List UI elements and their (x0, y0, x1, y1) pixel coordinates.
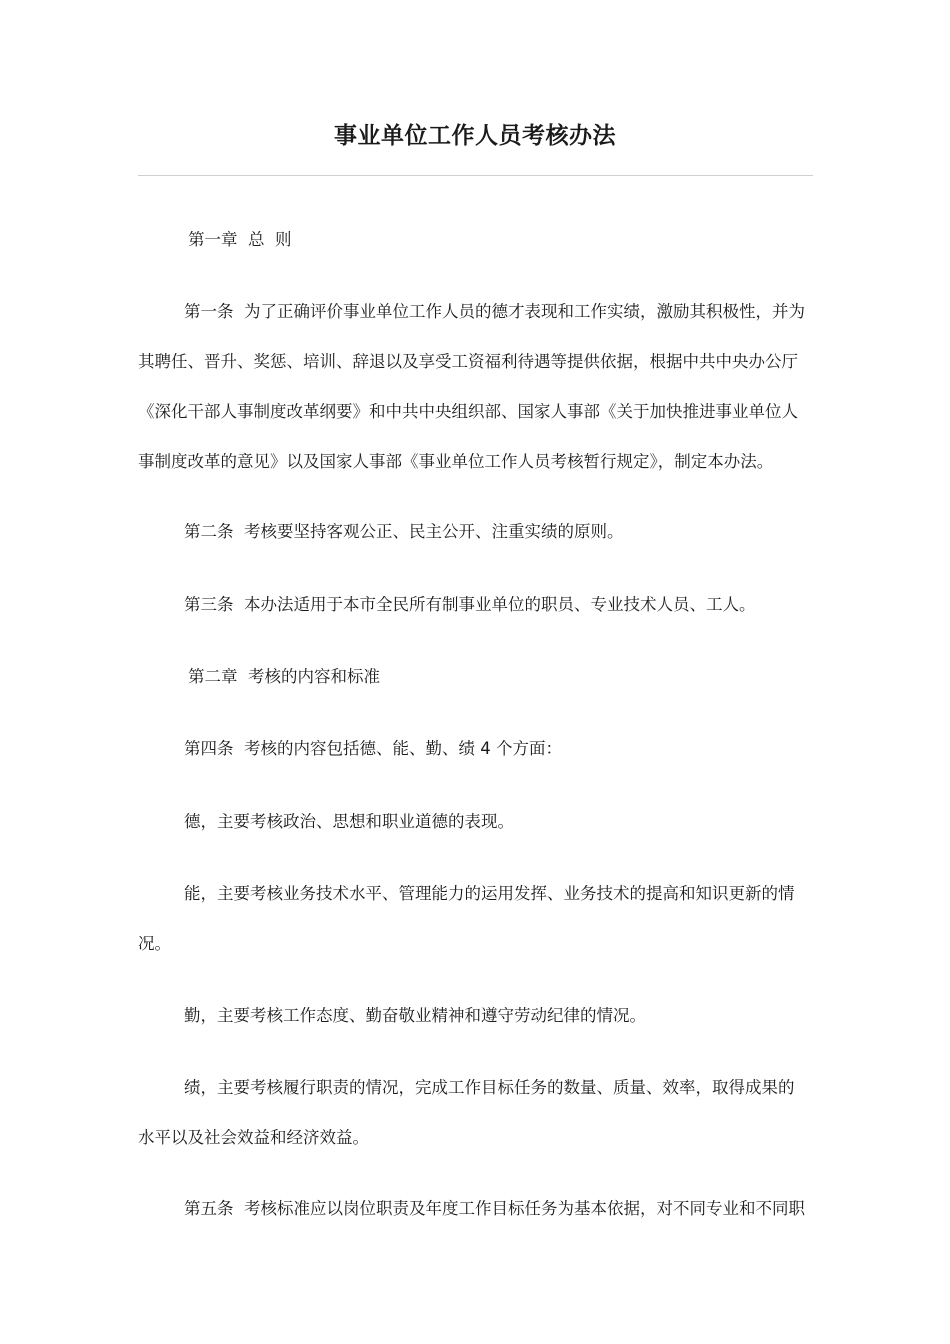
article-3: 第三条 本办法适用于本市全民所有制事业单位的职员、专业技术人员、工人。 (184, 595, 756, 614)
article-2: 第二条 考核要坚持客观公正、民主公开、注重实绩的原则。 (184, 522, 624, 541)
item-ji-line-1: 绩，主要考核履行职责的情况，完成工作目标任务的数量、质量、效率，取得成果的 (184, 1078, 795, 1097)
article-5-line-1: 第五条 考核标准应以岗位职责及年度工作目标任务为基本依据，对不同专业和不同职 (184, 1199, 805, 1218)
article-1-line-4: 事制度改革的意见》以及国家人事部《事业单位工作人员考核暂行规定》，制定本办法。 (138, 452, 774, 471)
title-divider (138, 175, 813, 176)
item-ji-line-2: 水平以及社会效益和经济效益。 (138, 1128, 369, 1147)
chapter-2-heading: 第二章 考核的内容和标准 (188, 667, 380, 686)
article-1-line-1: 第一条 为了正确评价事业单位工作人员的德才表现和工作实绩，激励其积极性，并为 (184, 302, 805, 321)
article-4: 第四条 考核的内容包括德、能、勤、绩 4 个方面： (184, 739, 562, 758)
item-neng-line-2: 况。 (138, 934, 171, 953)
chapter-1-heading: 第一章 总 则 (188, 230, 292, 249)
document-title: 事业单位工作人员考核办法 (334, 123, 616, 149)
article-1-line-2: 其聘任、晋升、奖惩、培训、辞退以及享受工资福利待遇等提供依据，根据中共中央办公厅 (138, 352, 798, 371)
item-qin: 勤，主要考核工作态度、勤奋敬业精神和遵守劳动纪律的情况。 (184, 1006, 646, 1025)
item-neng-line-1: 能，主要考核业务技术水平、管理能力的运用发挥、业务技术的提高和知识更新的情 (184, 884, 795, 903)
item-de: 德，主要考核政治、思想和职业道德的表现。 (184, 812, 514, 831)
article-1-line-3: 《深化干部人事制度改革纲要》和中共中央组织部、国家人事部《关于加快推进事业单位人 (138, 402, 798, 421)
